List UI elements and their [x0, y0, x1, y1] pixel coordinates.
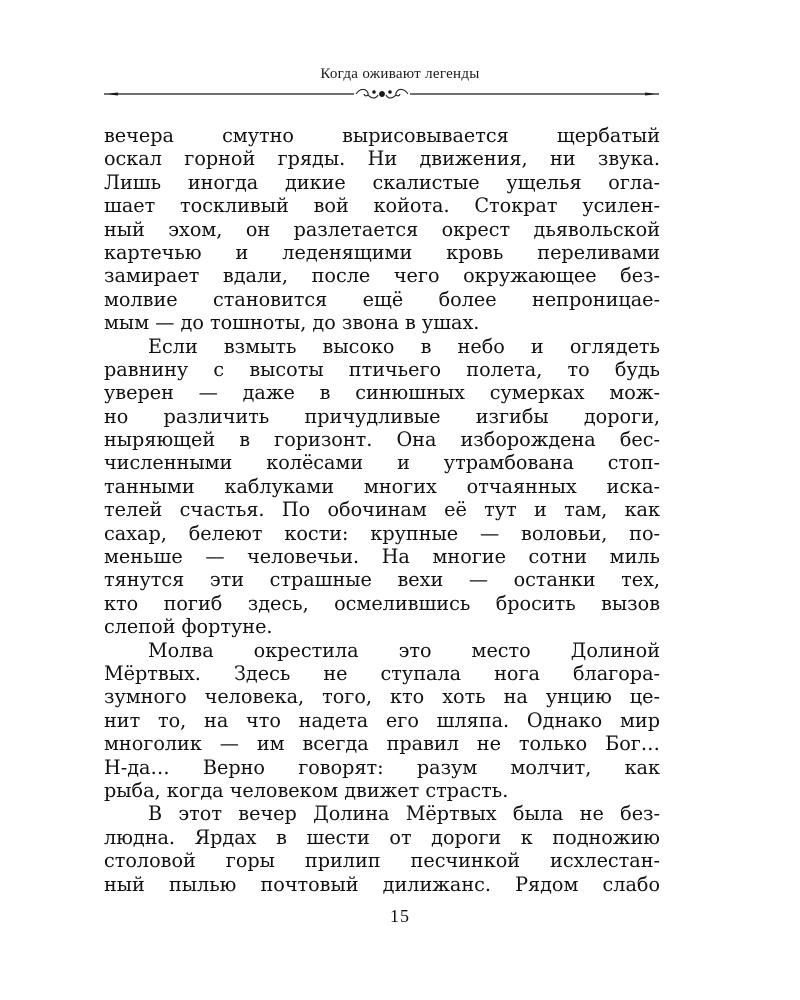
text-line: людна. Ярдах в шести от дороги к подножию [104, 825, 660, 849]
text-line: Если взмыть высоко в небо и оглядеть [148, 334, 660, 358]
page-number: 15 [390, 906, 410, 926]
text-line: картечью и леденящими кровь переливами [104, 240, 660, 264]
text-line: Н-да… Верно говорят: разум молчит, как [104, 755, 660, 779]
text-line: слепой фортуне. [104, 615, 273, 639]
text-line: вечера смутно вырисовывается щербатый [104, 124, 660, 147]
text-line: равнину с высоты птичьего полета, то будь [104, 357, 660, 381]
text-line: тянутся эти страшные вехи — останки тех, [104, 568, 660, 592]
text-line: танными каблуками многих отчаянных иска- [104, 474, 660, 498]
text-line: молвие становится ещё более непроницае- [104, 287, 660, 311]
text-line: многолик — им всегда правил не только Бог… [104, 732, 660, 756]
text-line: телей счастья. По обочинам её тут и там, как [104, 498, 660, 522]
text-line: ный пылью почтовый дилижанс. Рядом слабо [104, 872, 660, 896]
text-line: ныряющей в горизонт. Она изборождена бес- [104, 428, 660, 452]
text-line: В этот вечер Долина Мёртвых была не без- [148, 802, 660, 826]
text-line: уверен — даже в синюшных сумерках мож- [104, 381, 660, 405]
text-line: Молва окрестила это место Долиной [148, 638, 660, 662]
text-line: зумного человека, того, кто хоть на унцию це- [104, 685, 660, 709]
text-line: ный эхом, он разлетается окрест дьявольской [104, 217, 660, 241]
text-line: замирает вдали, после чего окружающее без- [104, 264, 660, 288]
main-text-body [104, 124, 660, 896]
text-line: столовой горы прилип песчинкой исхлестан- [104, 849, 660, 873]
text-line: шает тоскливый вой койота. Стократ усилен- [104, 194, 660, 218]
text-line: меньше — человечьи. На многие сотни миль [104, 545, 660, 569]
text-line: но различить причудливые изгибы дороги, [104, 404, 660, 428]
header-ornament-rule [104, 86, 659, 102]
text-line: оскал горной гряды. Ни движения, ни звука. [104, 147, 660, 171]
running-header-title: Когда оживают легенды [320, 66, 480, 82]
text-line: Лишь иногда дикие скалистые ущелья огла- [104, 170, 660, 194]
text-line: сахар, белеют кости: крупные — воловьи, по- [104, 521, 660, 545]
text-line: мым — до тошноты, до звона в ушах. [104, 311, 480, 335]
text-line: Мёртвых. Здесь не ступала нога благора- [104, 661, 660, 685]
text-line: кто погиб здесь, осмелившись бросить вызов [104, 591, 660, 615]
flourish-icon [354, 88, 410, 100]
text-line: нит то, на что надета его шляпа. Однако мир [104, 708, 660, 732]
text-line: рыба, когда человеком движет страсть. [104, 778, 509, 802]
text-line: численными колёсами и утрамбована стоп- [104, 451, 660, 475]
